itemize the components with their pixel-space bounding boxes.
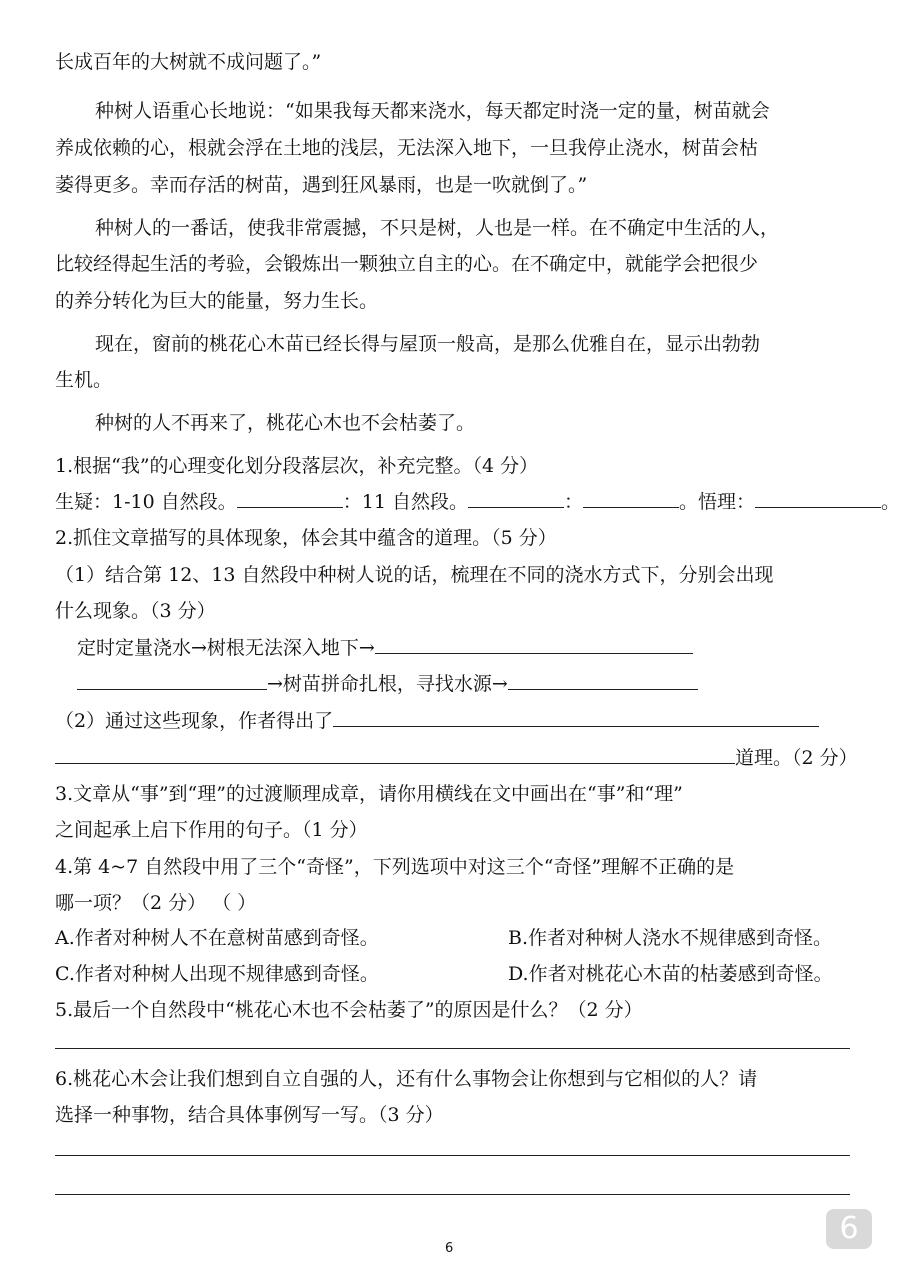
passage-line: 种树人语重心长地说：“如果我每天都来浇水，每天都定时浇一定的量，树苗就会 (95, 100, 770, 122)
question-3: 3.文章从“事”到“理”的过渡顺理成章，请你用横线在文中画出在“事”和“理” (55, 783, 683, 805)
passage-line: 养成依赖的心，根就会浮在土地的浅层，无法深入地下，一旦我停止浇水，树苗会枯 (55, 137, 759, 159)
option-a[interactable]: A.作者对种树人不在意树苗感到奇怪。 (55, 927, 379, 949)
passage-line: 长成百年的大树就不成问题了。” (55, 51, 322, 73)
answer-blank[interactable] (55, 743, 735, 764)
question-1: 1.根据“我”的心理变化划分段落层次，补充完整。（4 分） (55, 455, 539, 477)
question-2-2-cont (55, 740, 858, 776)
flow-text-1: 定时定量浇水→树根无法深入地下→ (77, 637, 375, 659)
question-6-cont: 选择一种事物，结合具体事例写一写。（3 分） (55, 1104, 444, 1126)
q1-label-b: ：11 自然段。 (342, 491, 468, 513)
question-2-2 (55, 703, 819, 739)
answer-blank[interactable] (583, 487, 679, 508)
question-2: 2.抓住文章描写的具体现象，体会其中蕴含的道理。（5 分） (55, 527, 557, 549)
question-4-cont: 哪一项？（2 分） （ ） (55, 892, 257, 914)
flow-row-2 (77, 666, 698, 702)
answer-blank[interactable] (755, 487, 881, 508)
passage-line: 现在，窗前的桃花心木苗已经长得与屋顶一般高，是那么优雅自在，显示出勃勃 (95, 333, 761, 355)
answer-blank[interactable] (375, 633, 693, 654)
question-5: 5.最后一个自然段中“桃花心木也不会枯萎了”的原因是什么？（2 分） (55, 999, 643, 1021)
answer-blank[interactable] (77, 669, 267, 690)
q2-2-end: 道理。（2 分） (735, 747, 858, 769)
answer-blank[interactable] (468, 487, 564, 508)
answer-line[interactable] (55, 1155, 850, 1156)
q1-label-a: 生疑：1-10 自然段。 (55, 491, 237, 513)
question-4: 4.第 4~7 自然段中用了三个“奇怪”，下列选项中对这三个“奇怪”理解不正确的是 (55, 856, 735, 878)
page-number: 6 (445, 1241, 454, 1256)
answer-line[interactable] (55, 1194, 850, 1195)
passage-line: 比较经得起生活的考验，会锻炼出一颗独立自主的心。在不确定中，就能学会把很少 (55, 253, 759, 275)
question-2-1: （1）结合第 12、13 自然段中种树人说的话，梳理在不同的浇水方式下，分别会出现 (55, 564, 774, 586)
passage-line: 萎得更多。幸而存活的树苗，遇到狂风暴雨，也是一吹就倒了。” (55, 174, 588, 196)
answer-blank[interactable] (508, 669, 698, 690)
question-3-cont: 之间起承上启下作用的句子。（1 分） (55, 819, 368, 841)
flow-row-1 (77, 630, 693, 666)
q1-label-d: 。悟理： (678, 491, 755, 513)
passage-line: 生机。 (55, 369, 113, 391)
option-c[interactable]: C.作者对种树人出现不规律感到奇怪。 (55, 963, 379, 985)
q1-label-e: 。 (880, 491, 900, 513)
answer-line[interactable] (55, 1048, 850, 1049)
passage-line: 种树人的一番话，使我非常震撼，不只是树，人也是一样。在不确定中生活的人， (95, 217, 780, 239)
answer-blank[interactable] (237, 487, 343, 508)
option-d[interactable]: D.作者对桃花心木苗的枯萎感到奇怪。 (508, 963, 833, 985)
question-6: 6.桃花心木会让我们想到自立自强的人，还有什么事物会让你想到与它相似的人？请 (55, 1068, 758, 1090)
q2-2-label: （2）通过这些现象，作者得出了 (55, 710, 334, 732)
question-1-answer-row (55, 484, 900, 520)
passage-line: 的养分转化为巨大的能量，努力生长。 (55, 290, 379, 312)
answer-blank[interactable] (333, 706, 819, 727)
option-b[interactable]: B.作者对种树人浇水不规律感到奇怪。 (508, 927, 833, 949)
question-2-1-cont: 什么现象。（3 分） (55, 600, 216, 622)
passage-line: 种树的人不再来了，桃花心木也不会枯萎了。 (95, 412, 476, 434)
q1-label-c: ： (563, 491, 583, 513)
flow-text-2: →树苗拼命扎根，寻找水源→ (267, 673, 508, 695)
page-badge: 6 (826, 1209, 872, 1249)
